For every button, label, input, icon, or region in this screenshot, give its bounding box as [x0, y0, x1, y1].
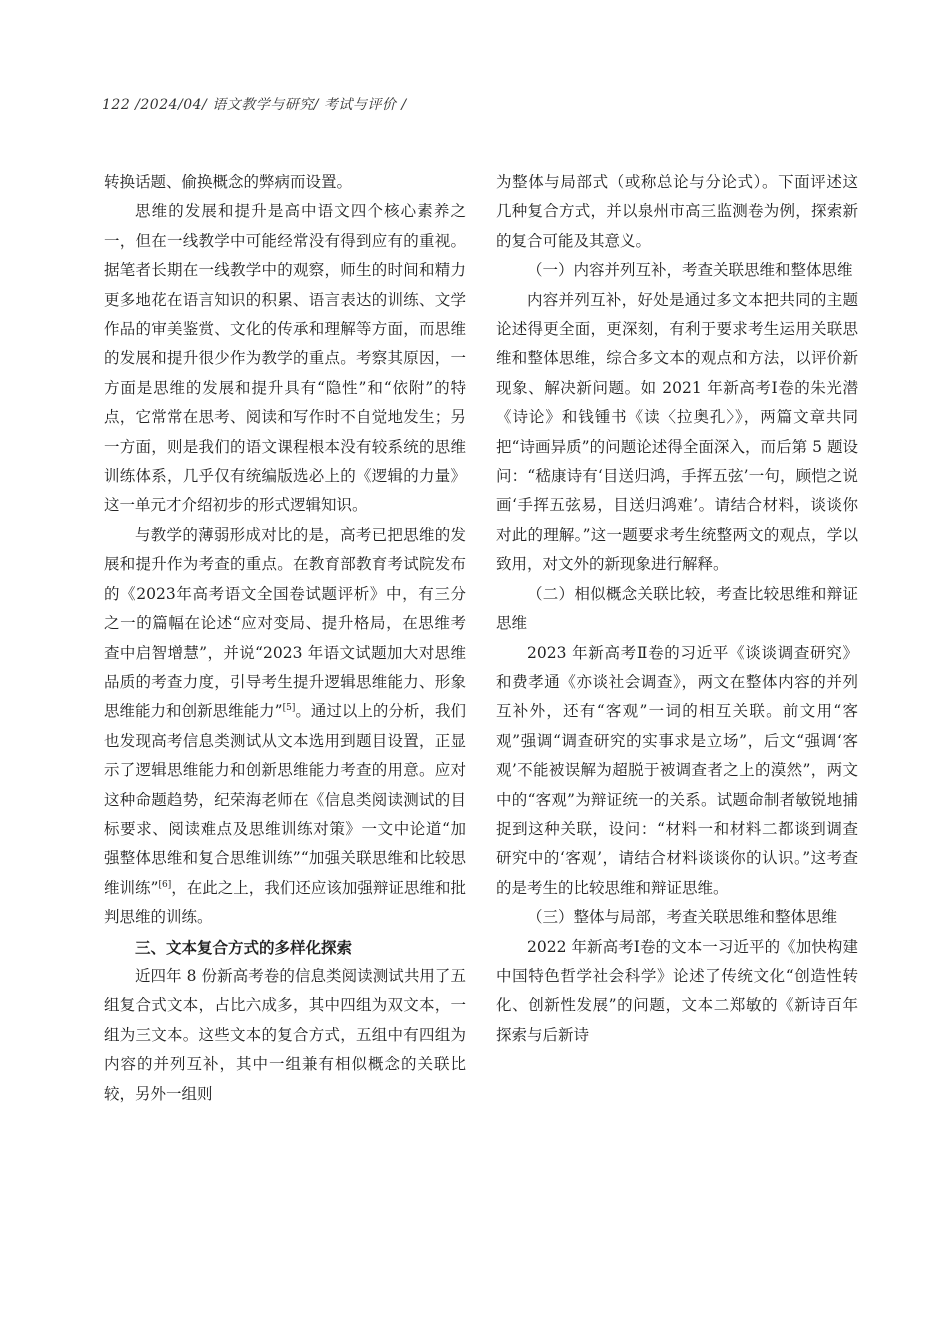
paragraph-text: 。通过以上的分析，我们也发现高考信息类测试从文本选用到题目设置，正显示了逻辑思维能力和创新思维能力考查的用意。应对这种命题趋势，纪荣海老师在《信息类阅读测试的目标要求、阅读难点及思维训练对策》一文中论道“加强整体思维和复合思维训练”“加强关联思维和比较思维训练” [104, 702, 466, 897]
paragraph: 2023 年新高考Ⅱ卷的习近平《谈谈调查研究》和费孝通《亦谈社会调查》，两文在整体内容的并列互补外，还有“客观”一词的相互关联。前文用“客观”强调“调查研究的实事求是立场”，后文“强调‘客观’不能被误解为超脱于被调查者之上的漠然”，两文中的“客观”为辩证统一的关系。试题命制者敏锐地捕捉到这种关联，设问：“材料一和材料二都谈到调查研究中的‘客观’，请结合材料谈谈你的认识。”这考查的是考生的比较思维和辩证思维。 [496, 643, 858, 897]
paragraph: 为整体与局部式（或称总论与分论式）。下面评述这几种复合方式，并以泉州市高三监测卷为例，探索新的复合可能及其意义。 [496, 173, 858, 250]
paragraph: 近四年 8 份新高考卷的信息类阅读测试共用了五组复合式文本，占比六成多，其中四组为双文本，一组为三文本。这些文本的复合方式，五组中有四组为内容的并列互补，其中一组兼有相似概念的关联比较，另外一组则 [104, 966, 466, 1103]
subheading: （一）内容并列互补，考查关联思维和整体思维 [527, 261, 853, 280]
subheading: （二）相似概念关联比较，考查比较思维和辩证思维 [496, 584, 858, 633]
left-column [104, 168, 466, 1109]
section-heading: 三、文本复合方式的多样化探索 [135, 937, 353, 957]
paragraph-text: ，在此之上，我们还应该加强辩证思维和批判思维的训练。 [104, 878, 466, 927]
paragraph: 内容并列互补，好处是通过多文本把共同的主题论述得更全面，更深刻，有利于要求考生运用关联思维和整体思维，综合多文本的观点和方法，以评价新现象、解决新问题。如 2021 年新高考Ⅰ卷的朱光潜《诗论》和钱锺书《读〈拉奥孔〉》，两篇文章共同把“诗画异质”的问题论述得全面深入，而后第 5 题设问：“嵇康诗有‘目送归鸿，手挥五弦’一句，顾恺之说画‘手挥五弦易，目送归鸿难’。请结合材料，谈谈你对此的理解。”这一题要求考生统整两文的观点，学以致用，对文外的新现象进行解释。 [496, 290, 858, 574]
running-header: 122 /2024/04/ 语文教学与研究/ 考试与评价 / [102, 97, 407, 113]
paragraph: 转换话题、偷换概念的弊病而设置。 [104, 173, 353, 191]
paragraph [104, 521, 466, 933]
reference-6: [6] [158, 879, 172, 890]
reference-5: [5] [282, 703, 296, 714]
paragraph: 思维的发展和提升是高中语文四个核心素养之一，但在一线教学中可能经常没有得到应有的重视。据笔者长期在一线教学中的观察，师生的时间和精力更多地花在语言知识的积累、语言表达的训练、文学作品的审美鉴赏、文化的传承和理解等方面，而思维的发展和提升很少作为教学的重点。考察其原因，一方面是思维的发展和提升具有“隐性”和“依附”的特点，它常常在思考、阅读和写作时不自觉地发生；另一方面，则是我们的语文课程根本没有较系统的思维训练体系，几乎仅有统编版选必上的《逻辑的力量》这一单元才介绍初步的形式逻辑知识。 [104, 202, 466, 515]
paragraph: 2022 年新高考Ⅰ卷的文本一习近平的《加快构建中国特色哲学社会科学》论述了传统文化“创造性转化、创新性发展”的问题，文本二郑敏的《新诗百年探索与后新诗 [496, 937, 858, 1044]
subheading: （三）整体与局部，考查关联思维和整体思维 [527, 908, 838, 927]
paragraph-text: 与教学的薄弱形成对比的是，高考已把思维的发展和提升作为考查的重点。在教育部教育考试院发布的《2023年高考语文全国卷试题评析》中，有三分之一的篇幅在论述“应对变局、提升格局，在思维考查中启智增慧”，并说“2023 年语文试题加大对思维品质的考查力度，引导考生提升逻辑思维能力、形象思维能力和创新思维能力” [104, 525, 466, 721]
right-column [496, 168, 858, 1050]
